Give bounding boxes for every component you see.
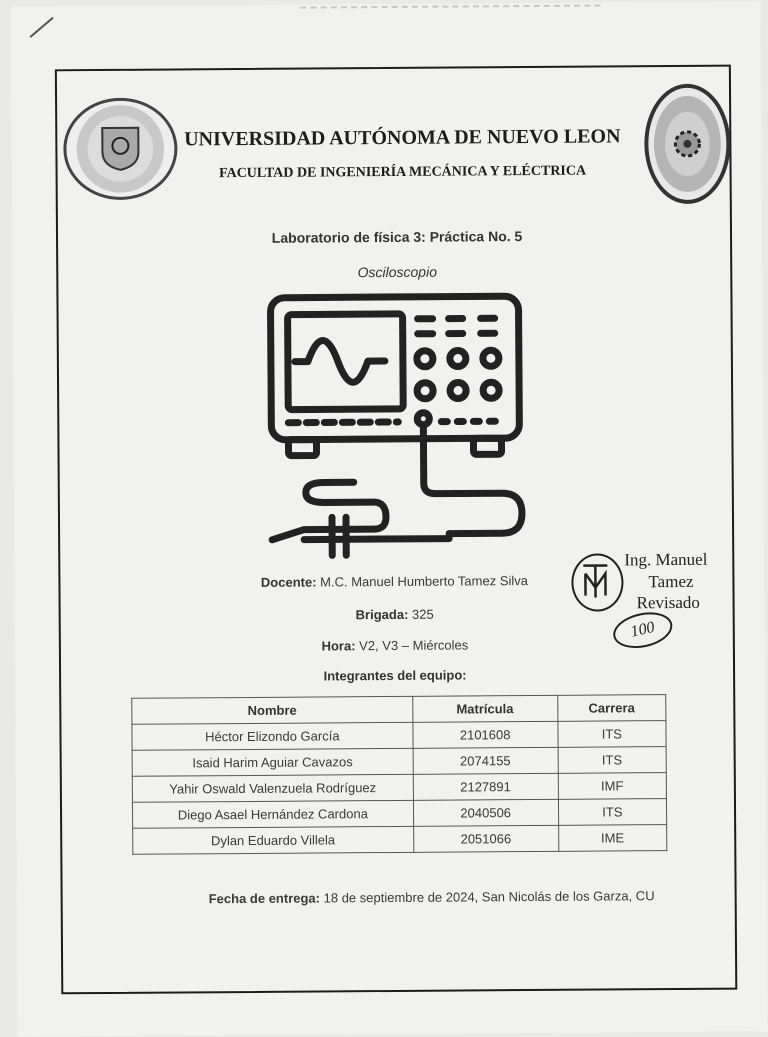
header-carrera: Carrera	[557, 695, 666, 722]
uanl-seal-logo	[63, 97, 178, 200]
pen-mark	[29, 17, 53, 38]
docente-label: Docente:	[261, 575, 317, 590]
fime-seal-logo	[644, 84, 731, 205]
team-table	[131, 694, 667, 855]
cell-matricula: 2127891	[413, 773, 558, 800]
oscilloscope-icon	[262, 288, 534, 565]
fecha-value: 18 de septiembre de 2024, San Nicolás de los Garza, CU	[324, 888, 655, 905]
cell-name: Dylan Eduardo Villela	[133, 826, 414, 854]
table-row	[132, 721, 666, 751]
table-row	[133, 825, 667, 855]
faculty-name: FACULTAD DE INGENIERÍA MECÁNICA Y ELÉCTRICA	[178, 163, 628, 182]
fecha-label: Fecha de entrega:	[209, 890, 320, 906]
cell-name: Diego Asael Hernández Cardona	[132, 800, 413, 828]
cell-name: Héctor Elizondo García	[132, 722, 413, 750]
cell-carrera: ITS	[558, 747, 667, 774]
cell-matricula: 2040506	[413, 799, 558, 826]
cell-name: Isaid Harim Aguiar Cavazos	[132, 748, 413, 776]
brigada-label: Brigada:	[356, 607, 409, 622]
members-heading: Integrantes del equipo:	[135, 666, 655, 685]
practice-subject: Osciloscopio	[172, 262, 622, 281]
gear-icon	[669, 124, 705, 164]
cell-carrera: IMF	[558, 773, 667, 800]
shield-icon	[100, 126, 140, 172]
scan-artifact	[300, 5, 600, 19]
cell-carrera: ITS	[558, 799, 667, 826]
stamp-line-1: Ing. Manuel	[624, 550, 707, 571]
table-row	[132, 799, 666, 829]
docente-value: M.C. Manuel Humberto Tamez Silva	[320, 573, 528, 589]
document-page	[10, 1, 767, 1036]
cell-name: Yahir Oswald Valenzuela Rodríguez	[132, 774, 413, 802]
table-row	[132, 747, 666, 777]
stamp-line-3: Revisado	[637, 593, 700, 613]
hora-label: Hora:	[321, 638, 355, 653]
cell-matricula: 2101608	[413, 721, 558, 748]
monogram-icon	[573, 555, 617, 605]
brigada-value: 325	[412, 607, 434, 622]
cell-carrera: ITS	[558, 721, 667, 748]
university-name: UNIVERSIDAD AUTÓNOMA DE NUEVO LEON	[177, 125, 627, 151]
table-header-row	[132, 695, 666, 725]
stamp-line-2: Tamez	[648, 572, 693, 592]
tm-monogram-stamp	[571, 553, 623, 611]
header-matricula: Matrícula	[412, 695, 557, 722]
table-row	[132, 773, 666, 803]
lab-title: Laboratorio de física 3: Práctica No. 5	[172, 227, 622, 246]
cell-carrera: IME	[558, 825, 667, 852]
cell-matricula: 2051066	[413, 825, 558, 852]
grade-value: 100	[629, 619, 656, 642]
header-nombre: Nombre	[132, 696, 413, 724]
cell-matricula: 2074155	[413, 747, 558, 774]
hora-value: V2, V3 – Miércoles	[359, 637, 468, 653]
